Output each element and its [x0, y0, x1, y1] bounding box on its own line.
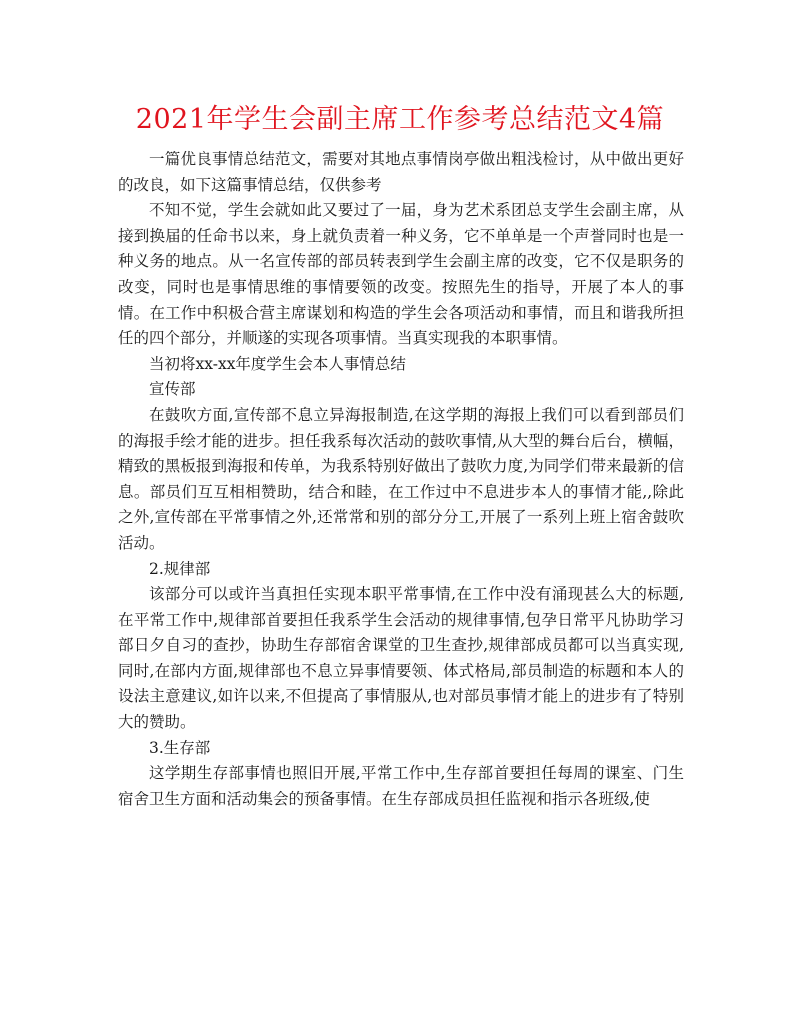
paragraph-5: 这学期生存部事情也照旧开展,平常工作中,生存部首要担任每周的课室、门生宿舍卫生方面和活动集会的预备事情。在生存部成员担任监视和指示各班级,使 — [118, 764, 684, 808]
document-title: 2021年学生会副主席工作参考总结范文4篇 — [135, 104, 665, 135]
section-heading-discipline: 2.规律部 — [149, 559, 211, 578]
paragraph-3: 在鼓吹方面,宣传部不息立异海报制造,在这学期的海报上我们可以看到部员们的海报手绘才能的进步。担任我系每次活动的鼓吹事情,从大型的舞台后台，横幅，精致的黑板报到海报和传单，为我系特别好做出了鼓吹力度,为同学们带来最新的信息。部员们互互相相赞助，结合和睦，在工作过中不息进步本人的事情才能,,除此之外,宣传部在平常事情之外,还常常和别的部分分工,开展了一系列上班上宿舍鼓吹活动。 — [118, 405, 684, 552]
section-heading-living: 3.生存部 — [149, 738, 211, 757]
document-body — [118, 147, 684, 812]
intro-paragraph: 一篇优良事情总结范文，需要对其地点事情岗亭做出粗浅检讨，从中做出更好的改良，如下这篇事情总结，仅供参考 — [118, 150, 684, 194]
paragraph-1: 不知不觉，学生会就如此又要过了一届，身为艺术系团总支学生会副主席，从接到换届的任命书以来，身上就负责着一种义务，它不单单是一个声誉同时也是一种义务的地点。从一名宣传部的部员转表到学生会副主席的改变，它不仅是职务的改变，同时也是事情思维的事情要领的改变。按照先生的指导，开展了本人的事情。在工作中积极合营主席谋划和构造的学生会各项活动和事情，而且和谐我所担任的四个部分，并顺遂的实现各项事情。当真实现我的本职事情。 — [118, 201, 684, 348]
paragraph-2: 当初将xx-xx年度学生会本人事情总结 — [149, 354, 406, 373]
section-heading-publicity: 宣传部 — [149, 380, 196, 399]
paragraph-4: 该部分可以或许当真担任实现本职平常事情,在工作中没有涌现甚么大的标题,在平常工作中,规律部首要担任我系学生会活动的规律事情,包孕日常平凡协助学习部日夕自习的查抄，协助生存部宿舍课堂的卫生查抄,规律部成员都可以当真实现,同时,在部内方面,规律部也不息立异事情要领、体式格局,部员制造的标题和本人的设法主意建议,如许以来,不但提高了事情服从,也对部员事情才能上的进步有了特别大的赞助。 — [118, 585, 684, 732]
